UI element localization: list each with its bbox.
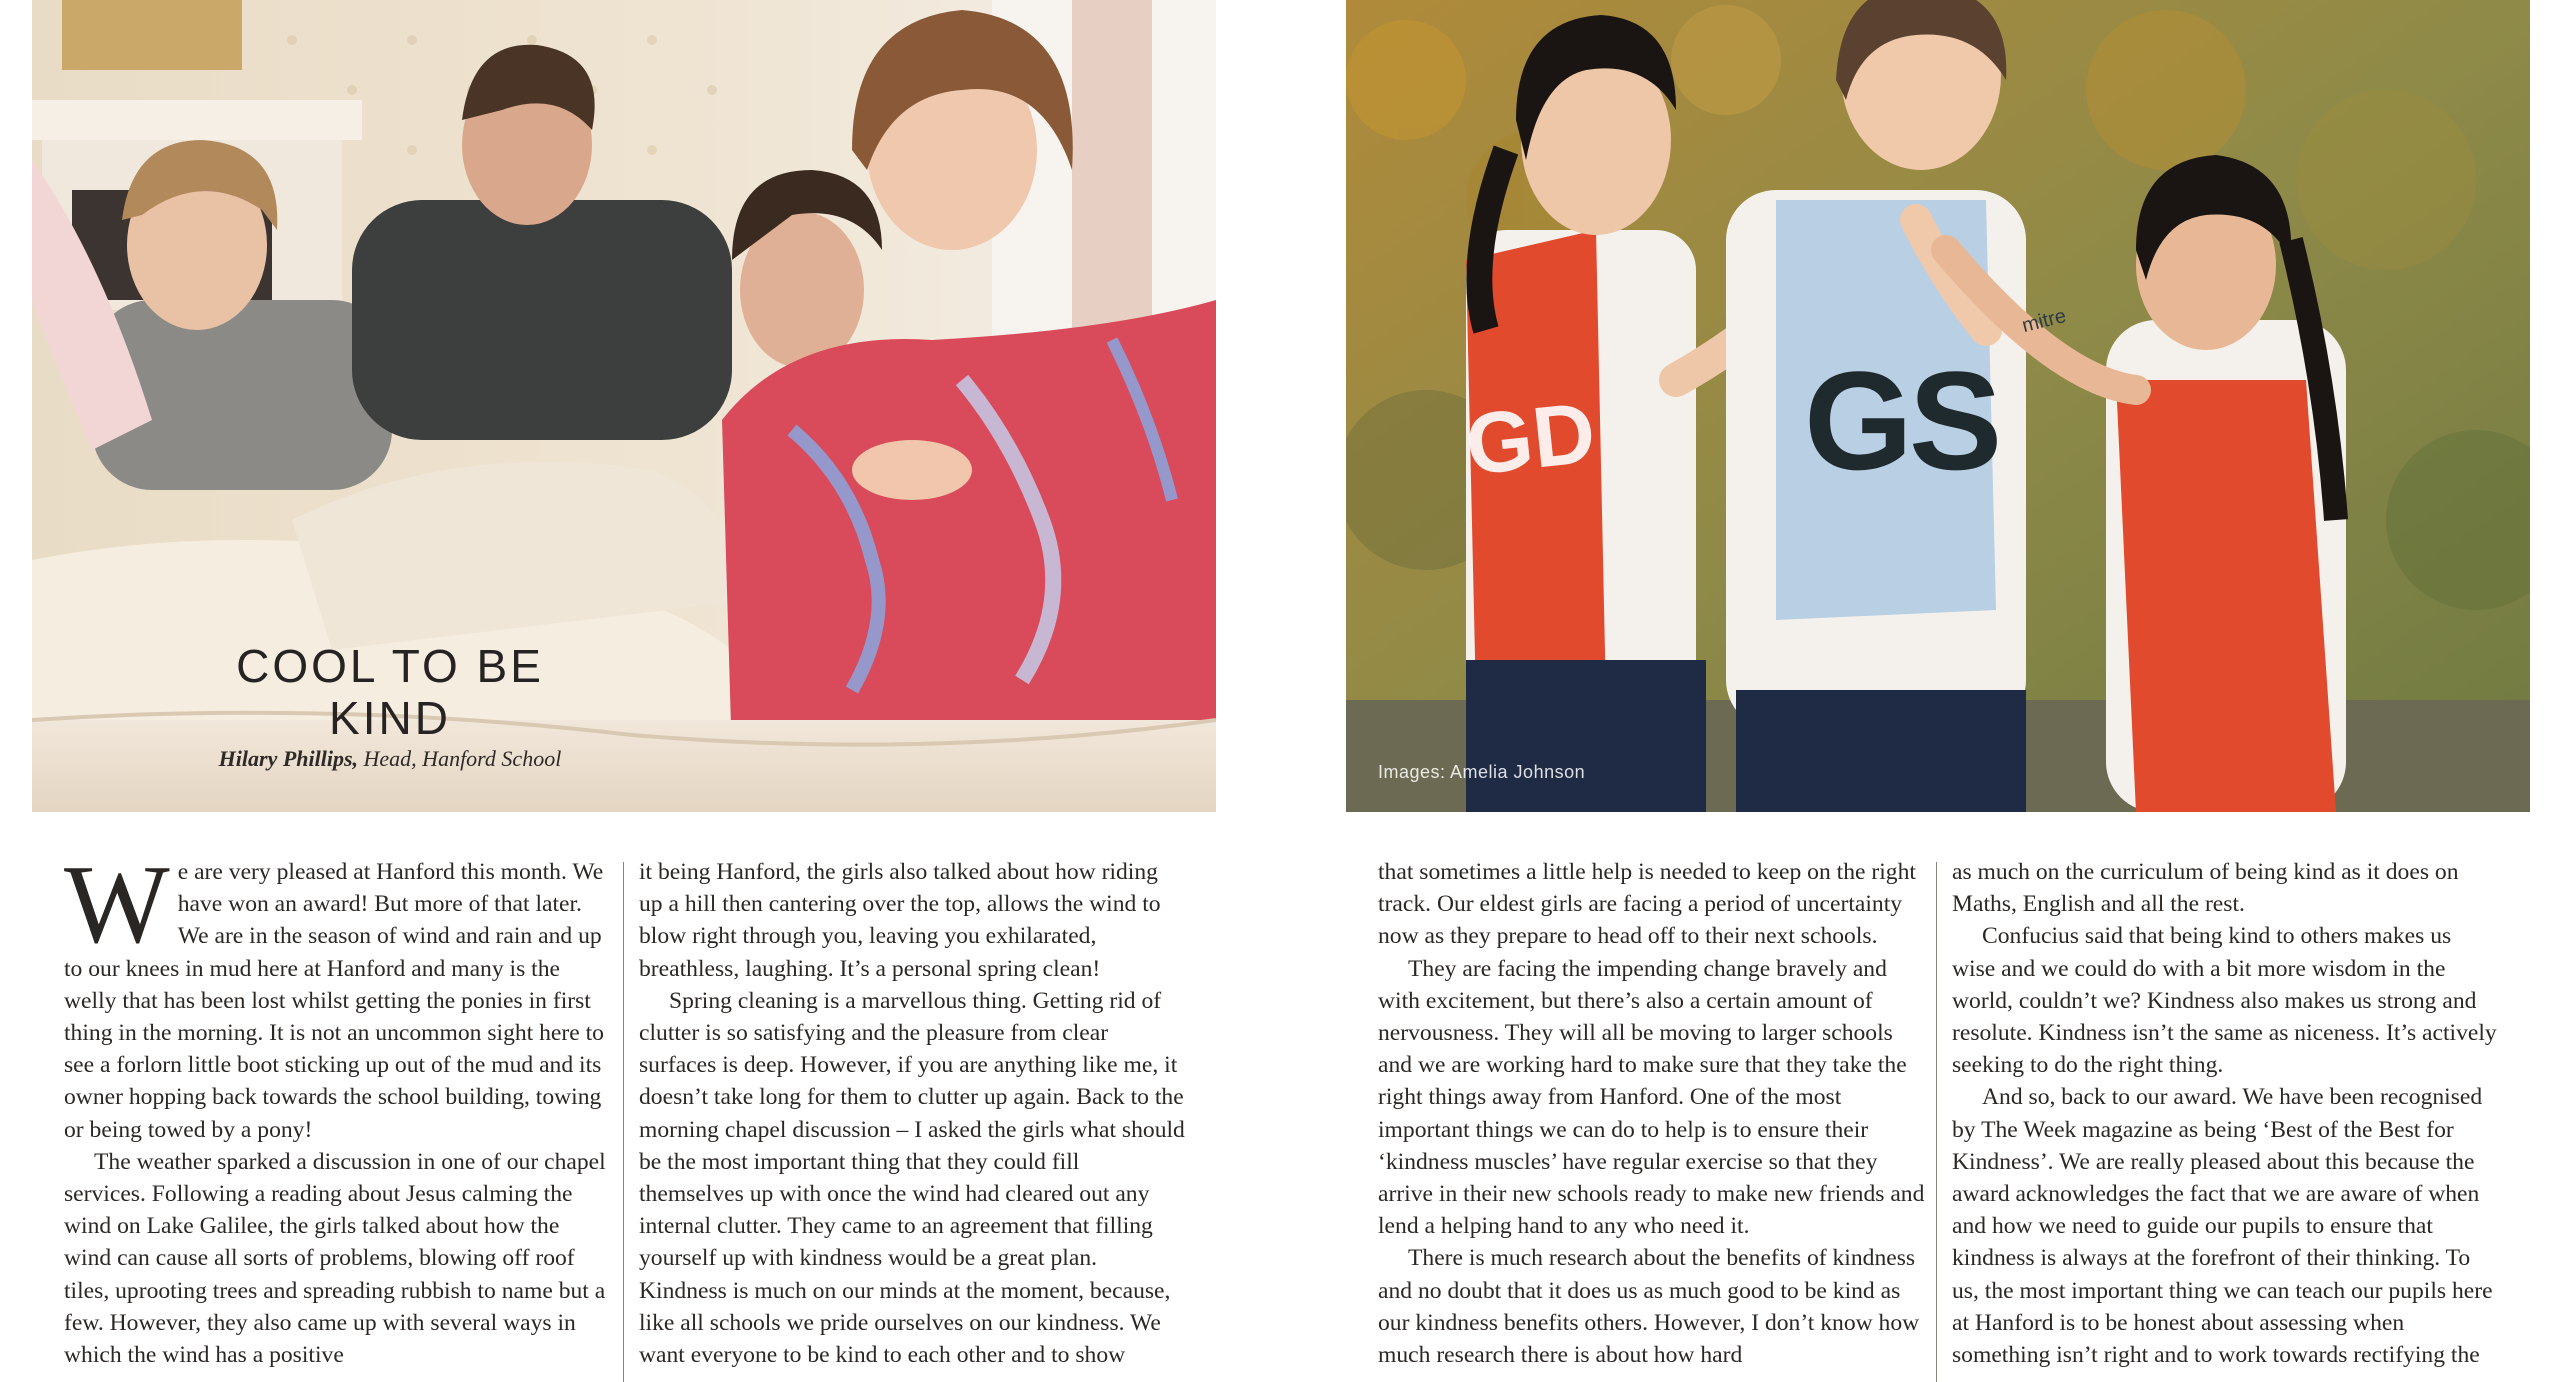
byline-role: Head, Hanford School — [358, 746, 562, 771]
article-column-2 — [639, 856, 1187, 1371]
column-4-paragraph-2: Confucius said that being kind to others makes us wise and we could do with a bit more wisdom in the world, couldn’t we? Kindness also makes us strong and resolute. Kindness isn’t the same as niceness. It’s actively seeking to do the right thing. — [1952, 923, 2497, 1079]
column-1-paragraph-1-text: e are very pleased at Hanford this month. We have won an award! But more of that later. We are in the season of wind and rain and up to our knees in mud here at Hanford and many is the welly that has been lost whilst getting the ponies in first thing in the morning. It is not an uncommon sight here to see a forlorn little boot sticking up out of the mud and its owner hopping back towards the school building, towing or being towed by a pony! — [64, 859, 604, 1143]
column-divider — [623, 862, 624, 1382]
image-credit: Images: Amelia Johnson — [1378, 762, 1586, 782]
bib-brand-mitre: mitre — [2019, 304, 2069, 338]
column-1-paragraph-2: The weather sparked a discussion in one of our chapel services. Following a reading about Jesus calming the wind on Lake Galilee, the girls talked about how the wind can cause all sorts of problems, blowing off roof tiles, uprooting trees and spreading rubbish to name but a few. However, they also came up with several ways in which the wind has a positive — [64, 1148, 606, 1369]
bib-letters-gs: GS — [1804, 342, 1999, 499]
column-4-paragraph-3: And so, back to our award. We have been recognised by The Week magazine as being ‘Best of the Best for Kindness’. We are really pleased about this because the award acknowledges the fact that we are aware of when and how we need to guide our pupils to ensure that kindness is always at the forefront of their thinking. To us, the most important thing we can teach our pupils here at Hanford is to be honest about assessing when something isn’t right and to work towards rectifying the — [1952, 1084, 2493, 1369]
column-2-paragraph-2: Spring cleaning is a marvellous thing. Getting rid of clutter is so satisfying and the pleasure from clear surfaces is deep. However, if you are anything like me, it doesn’t take long for them to clutter up again. Back to the morning chapel discussion – I asked the girls what should be the most important thing that they could fill themselves up with once the wind had cleared out any internal clutter. They came to an agreement that filling yourself up with kindness would be a great plan. Kindness is much on our minds at the moment, because, like all schools we pride ourselves on our kindness. We want everyone to be kind to each other and to show — [639, 987, 1185, 1369]
photo-netball-high-five — [1346, 0, 2530, 812]
drop-cap: W — [64, 843, 170, 967]
article-column-4 — [1952, 856, 2500, 1371]
article-byline — [180, 746, 600, 772]
column-3-paragraph-2: They are facing the impending change bravely and with excitement, but there’s also a certain amount of nervousness. They will all be moving to larger schools and we are working hard to make sure that they take the right things away from Hanford. One of the most important things we can do to help is to ensure their ‘kindness muscles’ have regular exercise so that they arrive in their new schools ready to make new friends and lend a helping hand to any who need it. — [1378, 955, 1925, 1240]
column-3-paragraph-1: that sometimes a little help is needed to keep on the right track. Our eldest girls are facing a period of uncertainty now as they prepare to head off to their next schools. — [1378, 859, 1916, 950]
article-headline: COOL TO BE KIND — [236, 640, 544, 744]
column-3-paragraph-3: There is much research about the benefits of kindness and no doubt that it does us as much good to be kind as our kindness benefits others. However, I don’t know how much research there is about how hard — [1378, 1245, 1920, 1369]
article-title-block — [180, 640, 600, 772]
bib-letters-gd: GD — [1461, 384, 1600, 494]
article-column-3 — [1378, 856, 1926, 1371]
article-column-1 — [64, 843, 612, 1371]
column-2-paragraph-1: it being Hanford, the girls also talked about how riding up a hill then cantering over the top, allows the wind to blow right through you, leaving you exhilarated, breathless, laughing. It’s a personal spring clean! — [639, 859, 1161, 982]
column-1-paragraph-1 — [64, 843, 612, 1146]
column-4-paragraph-1: as much on the curriculum of being kind as it does on Maths, English and all the rest. — [1952, 859, 2459, 918]
column-divider — [1936, 862, 1937, 1382]
byline-author: Hilary Phillips, — [218, 746, 359, 771]
